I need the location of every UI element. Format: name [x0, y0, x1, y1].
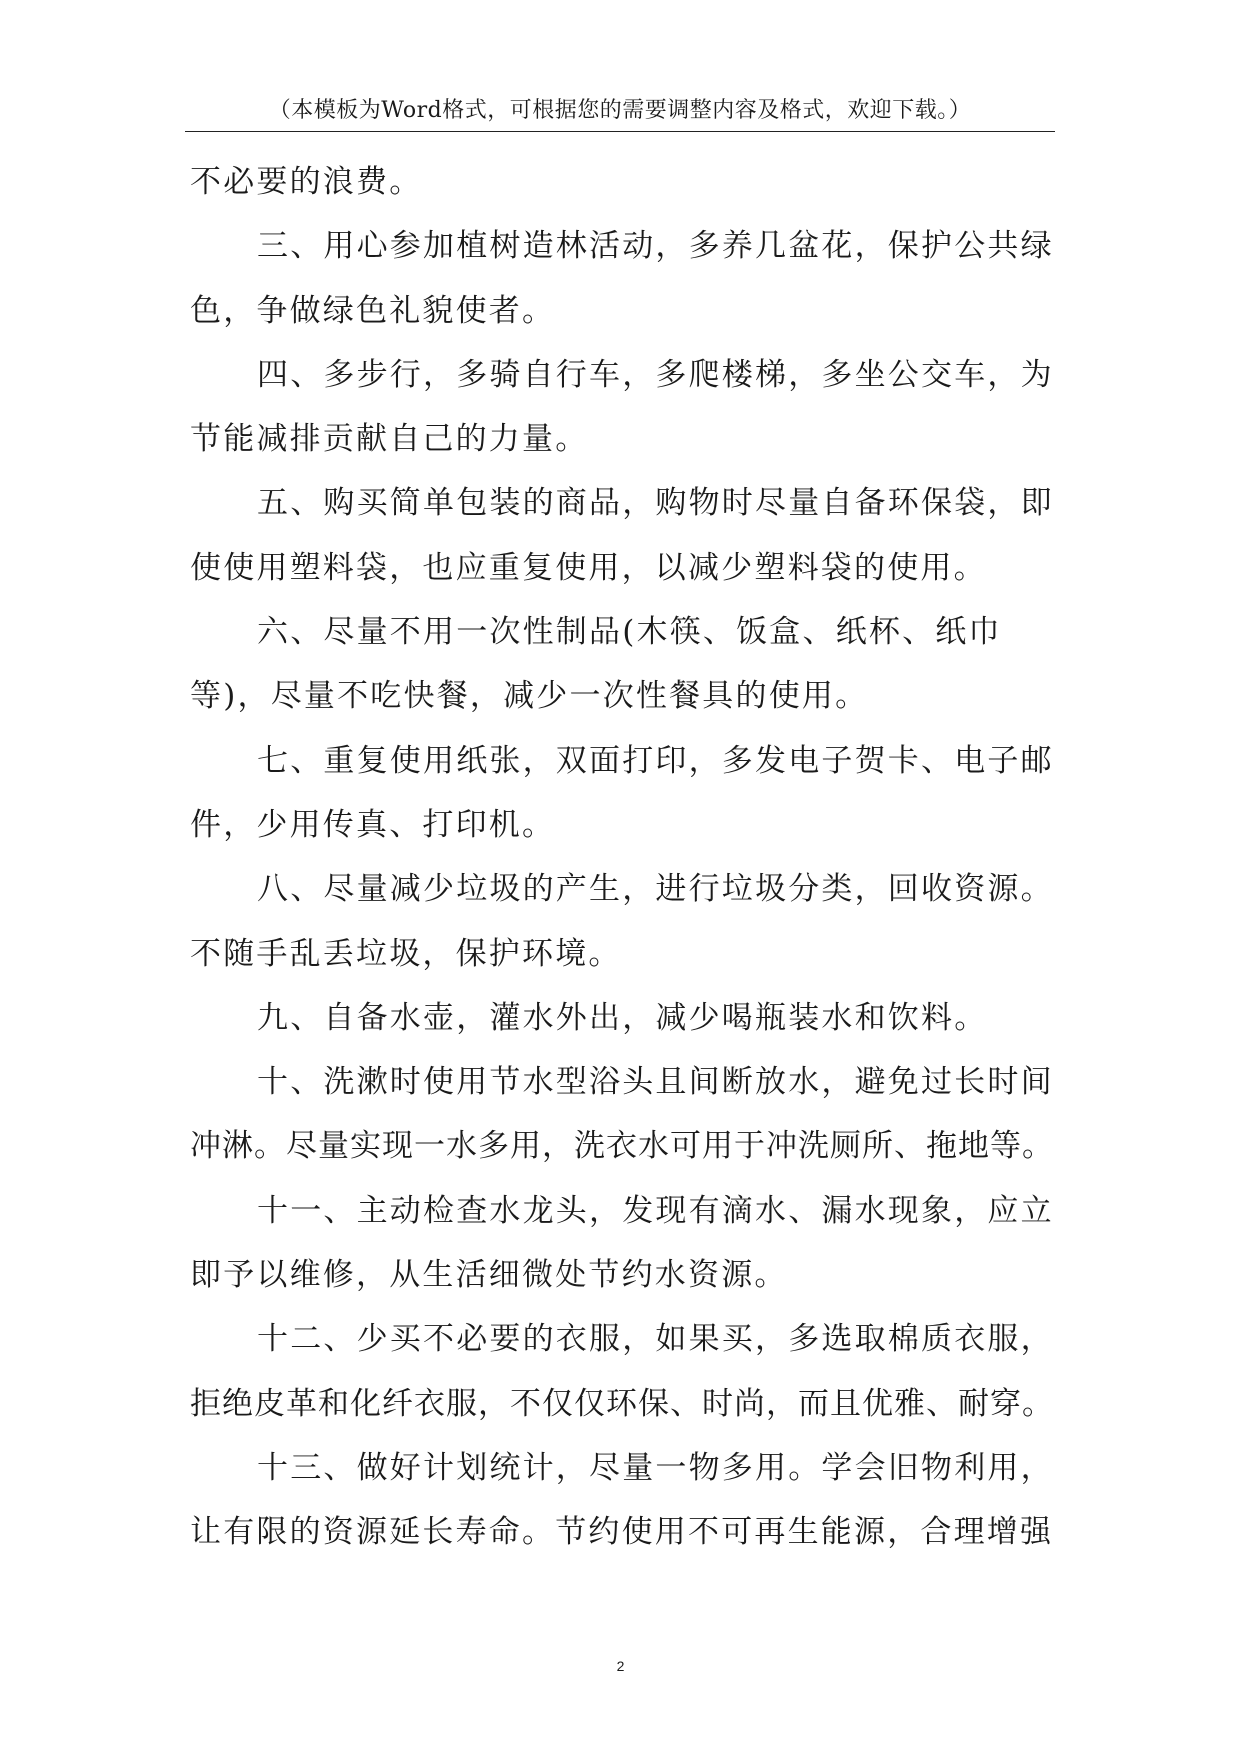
text-line: 使使用塑料袋，也应重复使用，以减少塑料袋的使用。 — [190, 549, 987, 586]
text-line: 五、购买简单包装的商品，购物时尽量自备环保袋，即 — [257, 485, 1054, 522]
text-line: 七、重复使用纸张，双面打印，多发电子贺卡、电子邮 — [257, 742, 1054, 779]
header-note: （本模板为Word格式，可根据您的需要调整内容及格式，欢迎下载。） — [268, 98, 972, 123]
text-line: 色，争做绿色礼貌使者。 — [190, 292, 556, 329]
page-number: 2 — [616, 1658, 625, 1674]
text-line: 十、洗漱时使用节水型浴头且间断放水，避免过长时间 — [257, 1064, 1054, 1101]
text-line: 十三、做好计划统计，尽量一物多用。学会旧物利用， — [257, 1449, 1054, 1486]
text-line: 让有限的资源延长寿命。节约使用不可再生能源，合理增强 — [190, 1514, 1054, 1551]
text-line: 四、多步行，多骑自行车，多爬楼梯，多坐公交车，为 — [257, 356, 1054, 393]
text-line: 冲淋。尽量实现一水多用，洗衣水可用于冲洗厕所、拖地等。 — [190, 1128, 1054, 1165]
text-line: 拒绝皮革和化纤衣服，不仅仅环保、时尚，而且优雅、耐穿。 — [190, 1385, 1054, 1422]
text-line: 不随手乱丢垃圾，保护环境。 — [190, 935, 622, 972]
text-line: 不必要的浪费。 — [190, 164, 423, 200]
text-line: 节能减排贡献自己的力量。 — [190, 421, 589, 458]
text-line: 六、尽量不用一次性制品(木筷、饭盒、纸杯、纸巾 — [257, 614, 1002, 651]
text-line: 十一、主动检查水龙头，发现有滴水、漏水现象，应立 — [257, 1192, 1054, 1229]
text-line: 八、尽量减少垃圾的产生，进行垃圾分类，回收资源。 — [257, 871, 1054, 908]
text-line: 三、用心参加植树造林活动，多养几盆花，保护公共绿 — [257, 228, 1054, 265]
text-line: 十二、少买不必要的衣服，如果买，多选取棉质衣服， — [257, 1321, 1054, 1358]
header-divider — [185, 131, 1055, 132]
text-line: 即予以维修，从生活细微处节约水资源。 — [190, 1257, 788, 1294]
text-line: 等)，尽量不吃快餐，减少一次性餐具的使用。 — [190, 678, 869, 715]
text-line: 九、自备水壶，灌水外出，减少喝瓶装水和饮料。 — [257, 999, 988, 1036]
text-line: 件，少用传真、打印机。 — [190, 806, 556, 843]
body-text — [190, 150, 1060, 1565]
